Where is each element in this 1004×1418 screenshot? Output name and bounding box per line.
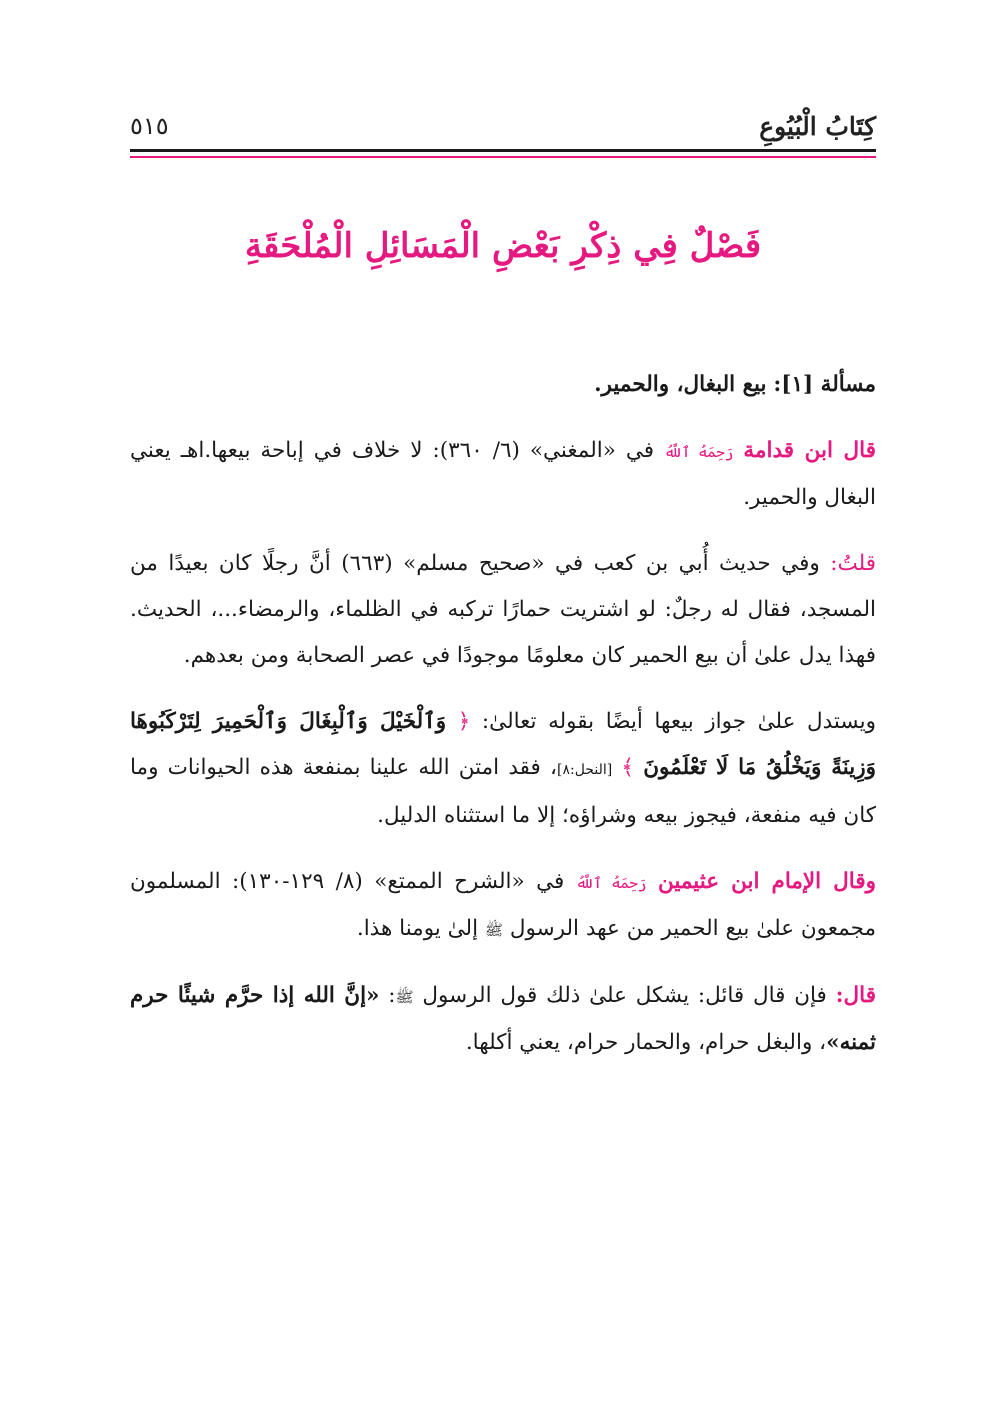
colon: : <box>388 983 396 1008</box>
paragraph-text: فإن قال قائل: يشكل علىٰ ذلك قول الرسول <box>422 983 827 1008</box>
quran-open-bracket: ﴿ <box>457 709 471 734</box>
paragraph-text: وفي حديث أُبي بن كعب في «صحيح مسلم» (٦٦٣) أنَّ رجلًا كان بعيدًا من المسجد، فقال له رجلٌ: لو اشتريت حمارًا تركبه في الظلماء، والرمضاء...، الحديث. فهذا يدل علىٰ أن بيع الحمير كان معلومًا موجودًا في عصر الصحابة ومن بعدهم. <box>130 551 876 668</box>
quran-close-bracket: ﴾ <box>621 755 635 780</box>
paragraph-objection <box>130 973 876 1066</box>
header-rule-black <box>130 149 876 152</box>
paragraph-ibn-qudama <box>130 428 876 521</box>
honorific-glyph: رَحِمَهُ ٱللَّهُ <box>575 874 647 892</box>
speaker-name: قال ابن قدامة <box>743 438 876 463</box>
verse-reference: [النحل:٨] <box>556 762 613 778</box>
lead-word: قال: <box>835 983 876 1008</box>
paragraph-text: في «المغني» (٦/ ٣٦٠): لا خلاف في إباحة بيعها.اهـ يعني البغال والحمير. <box>130 438 876 510</box>
issue-title: بيع البغال، والحمير. <box>594 372 767 397</box>
lead-word: قلتُ: <box>830 551 877 576</box>
body-text <box>130 362 876 1086</box>
paragraph-quran-evidence <box>130 699 876 839</box>
chapter-title: فَصْلٌ فِي ذِكْرِ بَعْضِ الْمَسَائِلِ الْمُلْحَقَةِ <box>244 226 762 266</box>
running-title: كِتَابُ الْبُيُوعِ <box>759 112 876 141</box>
paragraph-text: ويستدل علىٰ جواز بيعها أيضًا بقوله تعالىٰ: <box>481 709 876 734</box>
paragraph-text: ، والبغل حرام، والحمار حرام، يعني أكلها. <box>465 1030 827 1055</box>
salawat-glyph: ﷺ <box>395 988 414 1006</box>
paragraph-ibn-uthaymeen <box>130 859 876 953</box>
quran-verse: وَٱلْخَيْلَ وَٱلْبِغَالَ وَٱلْحَمِيرَ لِتَرْكَبُوهَا وَزِينَةً وَيَخْلُقُ مَا لَا تَعْلَمُونَ <box>130 709 876 780</box>
salawat-glyph: ﷺ <box>484 921 504 939</box>
page-header <box>130 112 876 162</box>
header-rule-pink <box>130 156 876 158</box>
paragraph-hadith-ubayy <box>130 541 876 679</box>
paragraph-text: إلىٰ يومنا هذا. <box>356 916 479 941</box>
paragraph-text: في «الشرح الممتع» (٨/ ١٢٩-١٣٠): المسلمون مجمعون علىٰ بيع الحمير من عهد الرسول <box>130 869 876 941</box>
page-number: ٥١٥ <box>130 112 169 140</box>
issue-heading <box>130 362 876 408</box>
speaker-name: وقال الإمام ابن عثيمين <box>657 869 877 894</box>
hadith-quote: «إنَّ الله إذا حرَّم شيئًا حرم ثمنه» <box>130 983 876 1055</box>
honorific-glyph: رَحِمَهُ ٱللَّهُ <box>664 443 734 461</box>
issue-label: مسألة [١]: <box>773 372 876 397</box>
paragraph-text: ، فقد امتن الله علينا بمنفعة هذه الحيوانات وما كان فيه منفعة، فيجوز بيعه وشراؤه؛ إلا ما استثناه الدليل. <box>130 755 876 828</box>
